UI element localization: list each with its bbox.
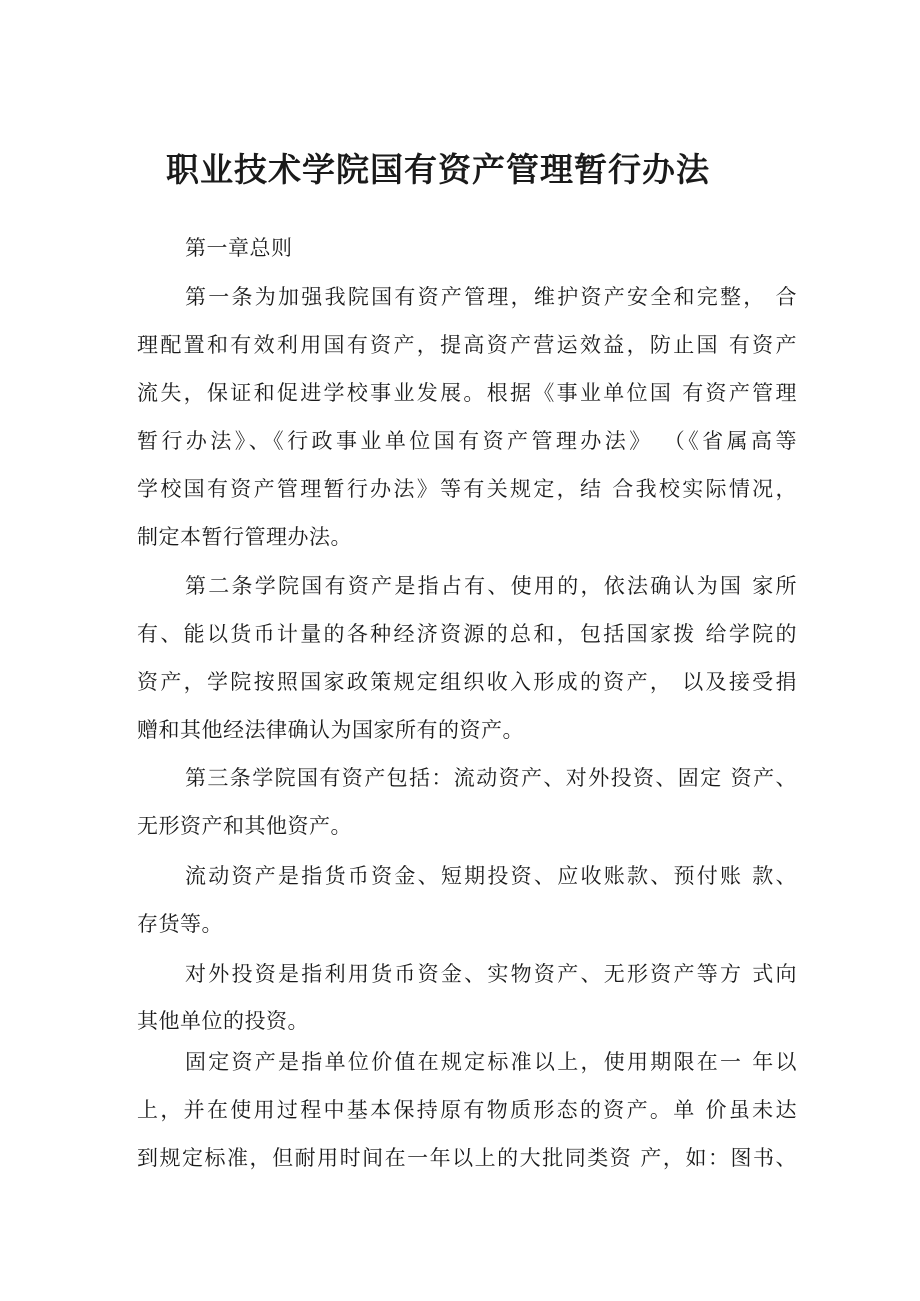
article2-line: 赠和其他经法律确认为国家所有的资产。 bbox=[137, 718, 524, 742]
article1-line: 理配置和有效利用国有资产，提高资产营运效益，防止国 有资产 bbox=[137, 333, 797, 357]
article2-line: 第二条学院国有资产是指占有、使用的，依法确认为国 家所 bbox=[185, 574, 797, 598]
external-investment-line: 其他单位的投资。 bbox=[137, 1009, 309, 1033]
article2-line: 有、能以货币计量的各种经济资源的总和，包括国家拨 给学院的 bbox=[137, 622, 797, 646]
article2-line: 资产，学院按照国家政策规定组织收入形成的资产， 以及接受捐 bbox=[137, 670, 797, 694]
article3-line: 无形资产和其他资产。 bbox=[137, 814, 352, 838]
current-assets-line: 存货等。 bbox=[137, 912, 223, 936]
fixed-assets-line: 到规定标准，但耐用时间在一年以上的大批同类资 产，如：图书、 bbox=[137, 1146, 797, 1170]
fixed-assets-line: 上，并在使用过程中基本保持原有物质形态的资产。单 价虽未达 bbox=[137, 1098, 797, 1122]
article1-line: 暂行办法》、《行政事业单位国有资产管理办法》 （《省属高等 bbox=[137, 429, 797, 453]
fixed-assets-line: 固定资产是指单位价值在规定标准以上，使用期限在一 年以 bbox=[185, 1050, 797, 1074]
external-investment-line: 对外投资是指利用货币资金、实物资产、无形资产等方 式向 bbox=[185, 962, 797, 986]
article1-line: 第一条为加强我院国有资产管理，维护资产安全和完整， 合 bbox=[185, 285, 797, 309]
article1-line: 学校国有资产管理暂行办法》等有关规定，结 合我校实际情况， bbox=[137, 477, 797, 501]
article1-line: 流失，保证和促进学校事业发展。根据《事业单位国 有资产管理 bbox=[137, 381, 797, 405]
chapter-heading: 第一章总则 bbox=[185, 236, 293, 260]
article3-line: 第三条学院国有资产包括：流动资产、对外投资、固定 资产、 bbox=[185, 766, 797, 790]
article1-line: 制定本暂行管理办法。 bbox=[137, 525, 352, 549]
current-assets-line: 流动资产是指货币资金、短期投资、应收账款、预付账 款、 bbox=[185, 864, 797, 888]
document-title: 职业技术学院国有资产管理暂行办法 bbox=[166, 150, 710, 189]
